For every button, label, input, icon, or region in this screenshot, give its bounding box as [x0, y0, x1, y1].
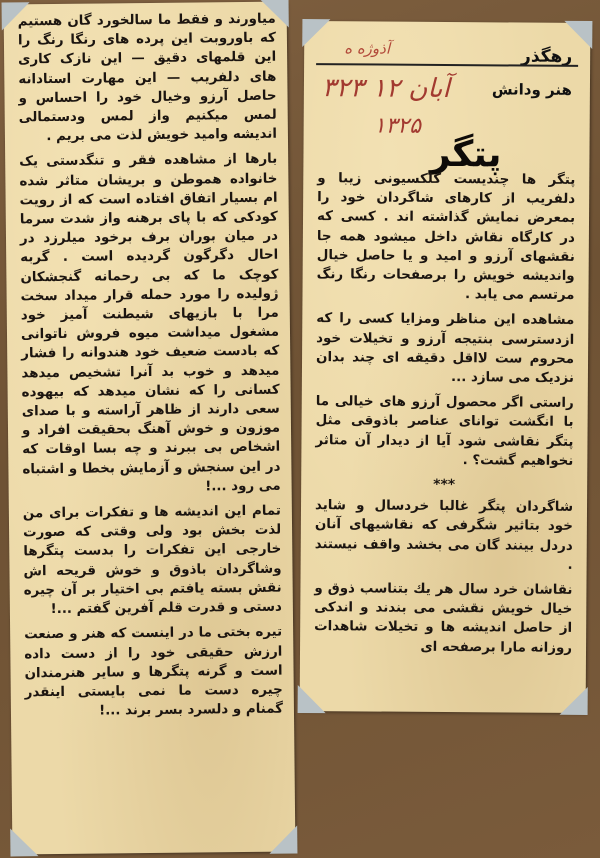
paragraph: بارها از مشاهده فقر و تنگدستی یک خانواده هموطن و بریشان متاثر شده ام بسیار اتفاق افتاده است که از رویت کودکی که با پای برهنه واز شدت سرما در میان بوران برف برخود میلرزد در احال دگرگون گردیده است . گربه کوچک ما که بی رحمانه گنجشکان ژولیده را مورد حمله قرار میداد سخت مرا با بازیهای شیطنت آمیز خود مشغول میداشت میوه فروش ناتوانی که بادست ضعیف خود هندوانه را فشار میدهد و خوب بد آنرا تشخیص میدهد کسانی را که نشان میدهد که بیهوده سعی دارند از ظاهر آراسته و با صدای موزون و خوش آهنگ بحقیقت افراد و اشخاص بی ببرند و چه بسا اوقات که در این سنجش و آزمایش بخطا و اشتباه می رود ...!: [19, 152, 281, 495]
article-header: [303, 21, 590, 176]
article-continuation-text: [18, 10, 283, 728]
article-body: [314, 169, 575, 664]
column-kicker: رهگذر: [521, 46, 573, 67]
photo-corner-bottom-right: [560, 687, 588, 715]
paragraph: مشاهده این مناظر ومزایا کسی را که ازدسترسی بنتیجه آرزو و تخیلات خود محروم ست لااقل دقیقه ای چند بدان نزدیک می سازد ...: [316, 311, 575, 386]
article-title: پتگر: [429, 133, 502, 176]
paragraph: شاگردان پتگر غالبا خردسال و شاید خود بتاثیر شگرفی که نقاشیهای آنان دردل بینند گان می بخشد واقف نیستند .: [314, 498, 574, 573]
paragraph: نقاشان خرد سال هر یك بتناسب ذوق و خیال خویش نقشی می بندند و اندکی از حاصل اندیشه ها و تخیلات شاهدات روزانه مارا برصفحه ای: [314, 581, 573, 656]
paragraph: میاورند و فقط ما سالخورد گان هستیم که باوروبت این پرده های رنگا رنگ را این قلمهای دقیق — این نازک کاری های دلفریب — این مهارت استادانه حاصل آرزو وخیال خود را احساس و لمس میکنیم واز لمس ودستمالی اندیشه وامید خویش لذت می بریم .: [17, 11, 278, 145]
newspaper-clipping-continuation: [4, 2, 296, 855]
paragraph: راستی اگر محصول آرزو های خیالی ما با انگشت توانای عناصر باذوقی مثل پتگر نقاشی شود آیا از دیدار آن متاثر نخواهیم گشت؟ .: [315, 394, 574, 469]
handwritten-date-number: ۳۲۳ ۱۲ آبان: [321, 73, 450, 105]
paragraph: تمام این اندیشه ها و تفکرات برای من لذت بخش بود ولی وقتی که صورت خارجی این تفکرات را بدست پتگرها وشاگردان باذوق و خوش قریحه اش نقش بسته یافتم بی اختیار بر آن چیره دستی و قدرت قلم آفرین گفتم ...!: [22, 503, 282, 618]
handwritten-note: آذوژه ه: [344, 39, 391, 58]
photo-corner-bottom-right: [269, 825, 297, 853]
paragraph: تیره بختی ما در اینست که هنر و صنعت ارزش حقیقی خود را از دست داده است و گرنه پتگرها و سایر هنرمندان چیره دست ما نمی بایستی اینقدر گمنام و دلسرد بسر برند ...!: [24, 624, 284, 719]
paragraph: پتگر ها چندیست کلکسیونی زیبا و دلفریب از کارهای شاگردان خود را بمعرض نمایش گذاشته اند . کسی که در کارگاه نقاش داخل میشود همه جا نقشهای آرزو و امید و یا حاصل خیال واندیشه خویش را برصفحات رنگا رنگ مرتسم می یابد .: [316, 171, 576, 304]
photo-corner-bottom-left: [298, 685, 326, 713]
photo-corner-bottom-left: [10, 828, 38, 856]
header-rule: [316, 63, 578, 67]
newspaper-clipping-article: [300, 21, 591, 713]
handwritten-year: ۱۳۲۵: [373, 113, 422, 139]
section-separator: ***: [433, 476, 456, 494]
section-label: هنر ودانش: [491, 80, 573, 99]
